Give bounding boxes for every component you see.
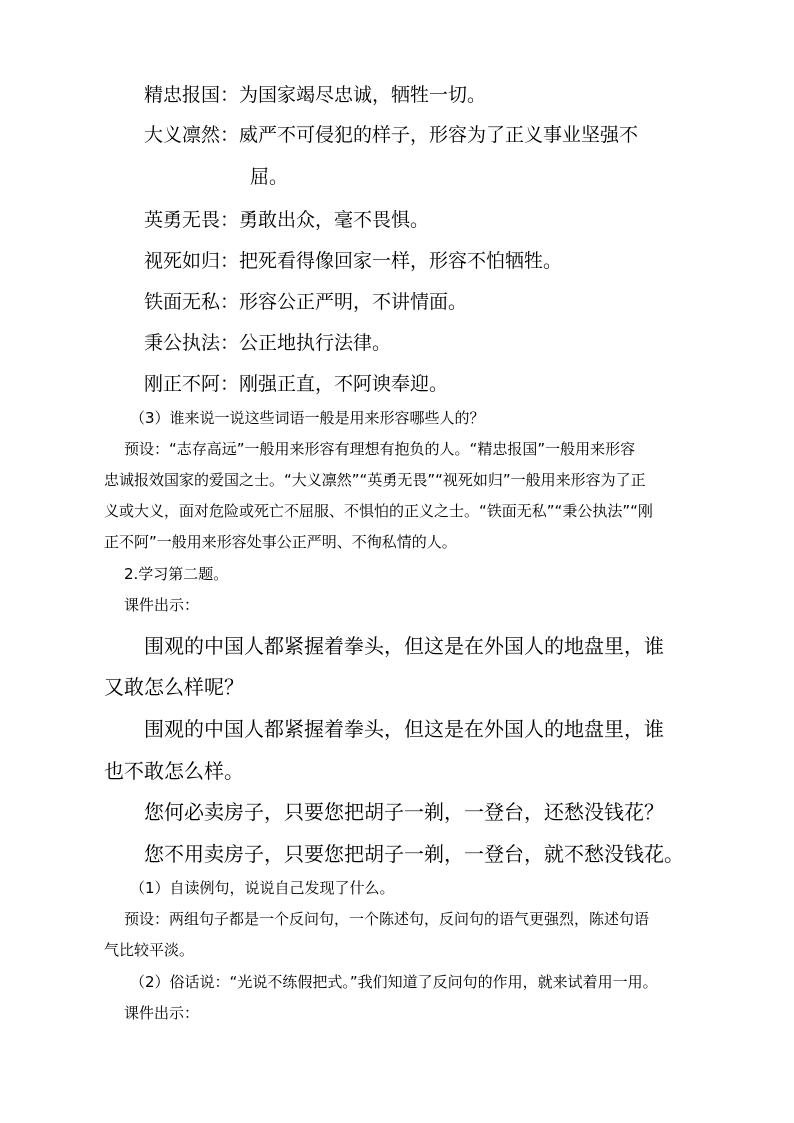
definition-text: 刚强正直，不阿谀奉迎。	[239, 373, 449, 395]
definition-term: 精忠报国：	[144, 84, 240, 106]
definition-line	[144, 80, 486, 107]
preset-line: 预设：两组句子都是一个反问句，一个陈述句，反问句的语气更强烈，陈述句语	[124, 910, 650, 928]
definition-term: 英勇无畏：	[144, 209, 240, 231]
definition-line	[144, 120, 638, 147]
definition-line	[144, 205, 429, 232]
question-1: （1）自读例句，说说自己发现了什么。	[130, 879, 395, 897]
definition-term: 大义凛然：	[144, 124, 240, 146]
example-sentence: 也不敢怎么样。	[104, 759, 244, 783]
definition-text: 勇敢出众，毫不畏惧。	[239, 209, 430, 231]
definition-continuation: 屈。	[250, 166, 289, 188]
question-2: （2）俗话说：“光说不练假把式。”我们知道了反问句的作用，就来试着用一用。	[130, 973, 658, 991]
example-sentence: 围观的中国人都紧握着拳头，但这是在外国人的地盘里，谁	[144, 634, 664, 658]
definition-term: 铁面无私：	[144, 291, 240, 313]
definition-term: 刚正不阿：	[144, 373, 240, 395]
definition-line	[144, 328, 391, 355]
example-sentence: 又敢怎么样呢？	[104, 675, 244, 699]
definition-text: 公正地执行法律。	[239, 332, 392, 354]
preset-line: 预设：“志存高远”一般用来形容有理想有抱负的人。“精忠报国”一般用来形容	[124, 440, 636, 458]
example-sentence: 您不用卖房子，只要您把胡子一剃，一登台，就不愁没钱花。	[144, 842, 684, 866]
courseware-label: 课件出示：	[124, 1004, 200, 1022]
definition-line	[144, 246, 562, 273]
preset-line: 气比较平淡。	[104, 941, 195, 959]
preset-line: 正不阿”一般用来形容处事公正严明、不徇私情的人。	[104, 533, 457, 551]
definition-text: 为国家竭尽忠诚，牺牲一切。	[239, 84, 487, 106]
definition-term: 秉公执法：	[144, 332, 240, 354]
section-heading: 2.学习第二题。	[124, 565, 229, 583]
definition-term: 视死如归：	[144, 250, 240, 272]
preset-line: 忠诚报效国家的爱国之士。“大义凛然”“英勇无畏”“视死如归”一般用来形容为了正	[104, 471, 646, 489]
example-sentence: 您何必卖房子，只要您把胡子一剃，一登台，还愁没钱花？	[144, 800, 664, 824]
definition-line	[144, 369, 448, 396]
definition-text: 威严不可侵犯的样子，形容为了正义事业坚强不	[239, 124, 639, 146]
question-3: （3）谁来说一说这些词语一般是用来形容哪些人的？	[130, 409, 485, 427]
definition-line	[144, 287, 467, 314]
example-sentence: 围观的中国人都紧握着拳头，但这是在外国人的地盘里，谁	[144, 717, 664, 741]
definition-text: 把死看得像回家一样，形容不怕牺牲。	[239, 250, 563, 272]
courseware-label: 课件出示：	[124, 596, 200, 614]
preset-line: 义或大义，面对危险或死亡不屈服、不惧怕的正义之士。“铁面无私”“秉公执法”“刚	[104, 502, 653, 520]
definition-text: 形容公正严明，不讲情面。	[239, 291, 468, 313]
